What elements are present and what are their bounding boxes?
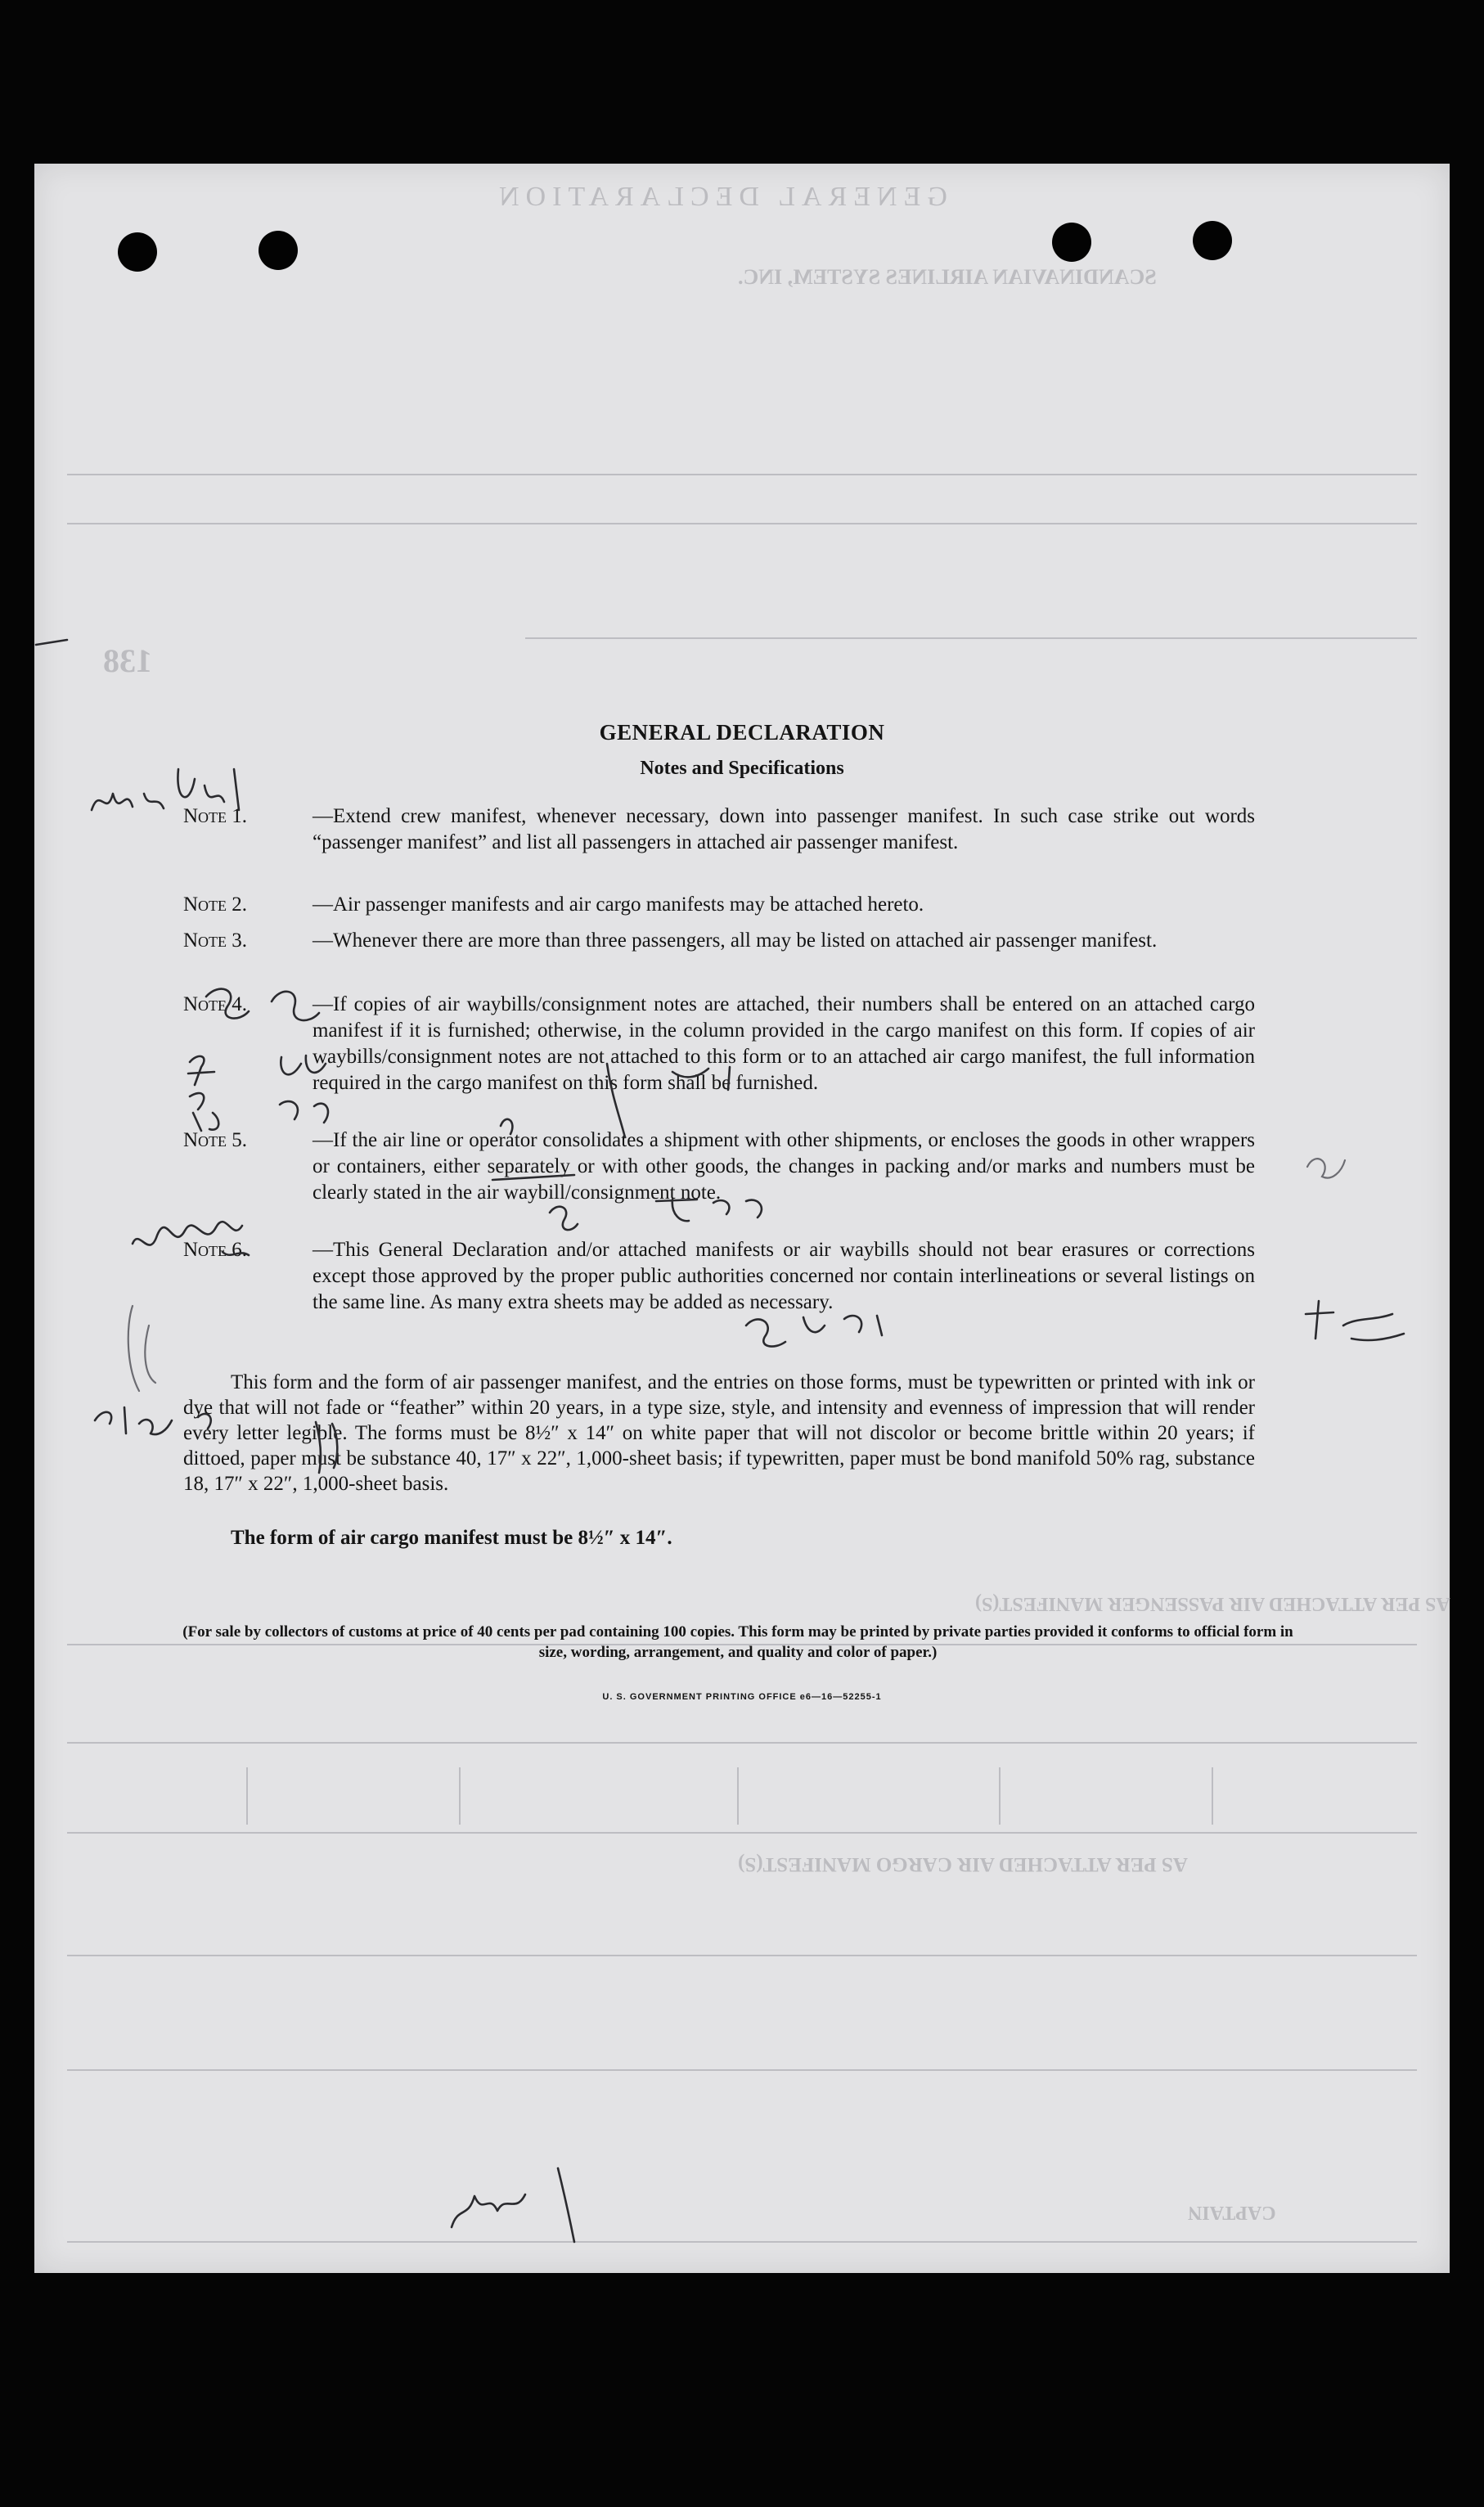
handwriting-mark xyxy=(452,2168,574,2242)
handwriting-mark xyxy=(206,989,319,1020)
specification-paragraph: This form and the form of air passenger manifest, and the entries on those forms, must be typewritten or printed with ink or dye that will not fade or “feather” within 20 years, in a type size, style, and intensity and evenness of impression that will render every letter legible. The forms must be 8½″ x 14″ on white paper that will not discolor or become brittle within 20 years; if dittoed, paper must be substance 40, 17″ x 22″, 1,000-sheet basis; if typewritten, paper must be bond manifold 50% rag, substance 18, 17″ x 22″, 1,000-sheet basis. xyxy=(183,1371,1255,1495)
bleed-through-number: 138 xyxy=(103,642,152,679)
document-page xyxy=(34,164,1450,2273)
handwriting-mark xyxy=(550,1199,762,1230)
handwriting-mark xyxy=(36,640,67,645)
handwriting-mark xyxy=(128,1306,155,1391)
bleed-through-passenger-heading: AS PER ATTACHED AIR PASSENGER MANIFEST(S) xyxy=(975,1593,1450,1614)
sale-notice: (For sale by collectors of customs at price of 40 cents per pad containing 100 copies. This form may be printed by private parties provided it conforms to official form in size, wording, arrangement, and quality and color of paper.) xyxy=(182,1623,1293,1661)
bleed-through-captain: CAPTAIN xyxy=(1188,2202,1276,2223)
note-label: Note 1. xyxy=(183,805,248,827)
handwriting-mark xyxy=(193,1101,328,1131)
handwriting-mark xyxy=(1307,1159,1345,1177)
page-title: GENERAL DECLARATION xyxy=(599,720,885,745)
handwriting-mark xyxy=(133,1222,249,1255)
note-label: Note 3. xyxy=(183,929,248,952)
page-subtitle: Notes and Specifications xyxy=(640,758,844,779)
bleed-through-cargo-heading: AS PER ATTACHED AIR CARGO MANIFEST(S) xyxy=(738,1853,1188,1875)
printer-line: U. S. GOVERNMENT PRINTING OFFICE e6—16—52255-1 xyxy=(602,1692,882,1702)
handwriting-mark xyxy=(316,1422,337,1473)
note-text: —This General Declaration and/or attached manifests or air waybills should not bear erasures or corrections except those approved by the proper public authorities concerned nor contain interlineations or several listings on the same line. As many extra sheets may be added as necessary. xyxy=(313,1239,1255,1313)
note-text: —Whenever there are more than three passengers, all may be listed on attached air passenger manifest. xyxy=(313,929,1158,952)
handwriting-marks xyxy=(34,164,1450,2273)
handwriting-mark xyxy=(746,1316,882,1347)
handwriting-mark xyxy=(188,1055,326,1109)
bleed-through-airline: SCANDINAVIAN AIRLINES SYSTEM, INC. xyxy=(738,265,1157,289)
handwriting-mark xyxy=(1306,1301,1404,1340)
note-text: —If copies of air waybills/consignment notes are attached, their numbers shall be entered on an attached cargo manifest if it is furnished; otherwise, in the column provided in the cargo manifest on this form. If copies of air waybills/consignment notes are not attached to this form or to an attached air cargo manifest, the full information required in the cargo manifest on this form shall be furnished. xyxy=(313,993,1255,1094)
note-text: —If the air line or operator consolidates a shipment with other shipments, or encloses the goods in other wrappers or containers, either separately or with other goods, the changes in packing and/or marks and numbers must be clearly stated in the air waybill/consignment note. xyxy=(313,1129,1255,1204)
note-text: —Extend crew manifest, whenever necessary, down into passenger manifest. In such case strike out words “passenger manifest” and list all passengers in attached air passenger manifest. xyxy=(313,805,1255,853)
cargo-manifest-size: The form of air cargo manifest must be 8½″ x 14″. xyxy=(231,1527,672,1549)
handwriting-mark xyxy=(492,1064,730,1180)
note-label: Note 2. xyxy=(183,893,248,916)
note-text: —Air passenger manifests and air cargo manifests may be attached hereto. xyxy=(313,893,924,916)
bleed-through-title: GENERAL DECLARATION xyxy=(492,182,947,212)
note-label: Note 5. xyxy=(183,1129,248,1151)
handwriting-mark xyxy=(95,1407,211,1434)
note-label: Note 6. xyxy=(183,1239,248,1261)
note-label: Note 4. xyxy=(183,993,248,1015)
handwriting-mark xyxy=(92,769,239,810)
